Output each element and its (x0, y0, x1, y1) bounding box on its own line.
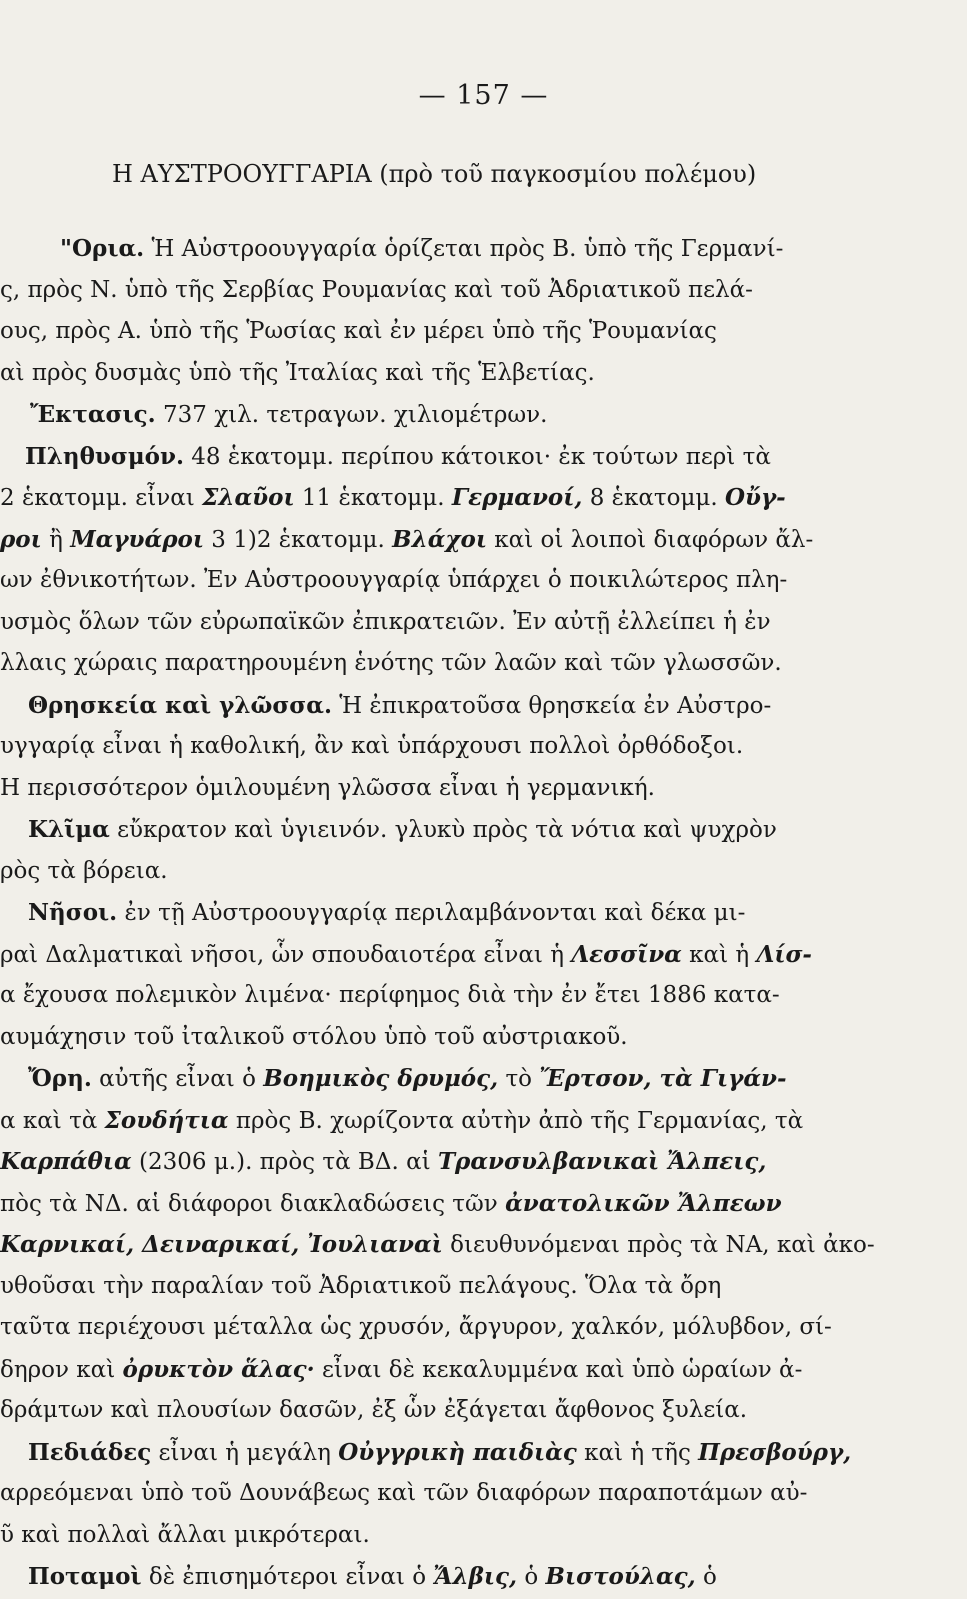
line-text: ὁ (517, 1564, 546, 1590)
emphasis-text: ροι (0, 525, 42, 553)
line-text: λλαις χώραις παρατηρουμένη ἑνότης τῶν λαῶν καὶ τῶν γλωσσῶν. (0, 650, 782, 676)
line-text: καὶ οἱ λοιποὶ διαφόρων ἄλ- (487, 526, 814, 553)
section-heading: Θρησκεία καὶ γλῶσσα. (28, 691, 332, 719)
line-text: 737 χιλ. τετραγων. χιλιομέτρων. (155, 402, 548, 428)
text-line (0, 560, 800, 602)
text-line (0, 1183, 800, 1225)
line-text: αὶ πρὸς δυσμὰς ὑπὸ τῆς Ἰταλίας καὶ τῆς Ἑλβετίας. (0, 359, 595, 386)
line-text: ἐν τῇ Αὐστροουγγαρίᾳ περιλαμβάνονται καὶ δέκα μι- (117, 900, 746, 926)
text-line (0, 394, 800, 436)
emphasis-text: Σλαῦοι (202, 484, 295, 511)
text-line (0, 602, 800, 644)
emphasis-text: ὀρυκτὸν ἅλας· (122, 1355, 315, 1383)
emphasis-text: Βοημικὸς δρυμός, (263, 1065, 499, 1092)
line-text: αυμάχησιν τοῦ ἰταλικοῦ στόλου ὑπὸ τοῦ αὐστριακοῦ. (0, 1023, 628, 1050)
text-line (0, 270, 800, 312)
line-text: ταῦτα περιέχουσι μέταλλα ὡς χρυσόν, ἄργυρον, χαλκόν, μόλυβδον, σί- (0, 1314, 832, 1340)
emphasis-text: Ἔρτσον, τὰ Γιγάν- (539, 1065, 787, 1092)
line-text: υθοῦσαι τὴν παραλίαν τοῦ Ἀδριατικοῦ πελάγους. Ὅλα τὰ ὄρη (0, 1272, 722, 1299)
emphasis-text: Τρανσυλβανικαὶ Ἄλπεις, (437, 1148, 767, 1175)
section-heading: Ὄρη. (28, 1065, 92, 1092)
section-heading: Νῆσοι. (28, 899, 118, 926)
line-text: δηρον καὶ (0, 1356, 123, 1383)
text-line (0, 519, 814, 561)
line-text: καὶ ἡ (681, 941, 757, 968)
emphasis-text: Καρπάθια (0, 1148, 132, 1175)
line-text: ἢ (41, 526, 71, 553)
emphasis-text: Πρεσβούργ, (698, 1438, 852, 1466)
text-line (0, 353, 800, 395)
section-heading: Πληθυσμόν. (25, 442, 184, 470)
line-text: υσμὸς ὅλων τῶν εὐρωπαϊκῶν ἐπικρατειῶν. Ἐν αὐτῇ ἐλλείπει ἡ ἐν (0, 608, 771, 635)
emphasis-text: Γερμανοί, (451, 484, 583, 511)
section-heading: Ἔκτασις. (30, 401, 156, 428)
text-line (0, 228, 800, 270)
line-text: 11 ἑκατομμ. (294, 485, 452, 511)
emphasis-text: Λίσ- (756, 940, 812, 968)
text-line (0, 1017, 800, 1059)
text-line (0, 768, 800, 810)
text-line (0, 809, 800, 851)
line-text: 3 1)2 ἑκατομμ. (203, 526, 393, 553)
line-text: υγγαρίᾳ εἶναι ἡ καθολική, ἂν καὶ ὑπάρχουσι πολλοὶ ὀρθόδοξοι. (0, 733, 744, 759)
line-text: ους, πρὸς Α. ὑπὸ τῆς Ῥωσίας καὶ ἐν μέρει ὑπὸ τῆς Ῥουμανίας (0, 318, 717, 344)
section-heading: Ποταμοὶ (28, 1563, 142, 1590)
line-text: Η περισσότερον ὁμιλουμένη γλῶσσα εἶναι ἡ γερμανική. (0, 774, 655, 801)
line-text: Ἡ Αὐστροουγγαρία ὁρίζεται πρὸς Β. ὑπὸ τῆς Γερμανί- (144, 236, 784, 262)
text-line (0, 1515, 800, 1557)
text-line (0, 934, 812, 976)
line-text: πὸς τὰ ΝΔ. αἱ διάφοροι διακλαδώσεις τῶν (0, 1190, 506, 1217)
text-line (0, 436, 800, 478)
line-text: 48 ἑκατομμ. περίπου κάτοικοι· ἐκ τούτων περὶ τὰ (183, 443, 771, 470)
emphasis-text: Σουδήτια (104, 1106, 229, 1134)
line-text: ῦ καὶ πολλαὶ ἄλλαι μικρότεραι. (0, 1521, 370, 1548)
emphasis-text: Καρνικαί, Δειναρικαί, Ἰουλιαναὶ (0, 1231, 443, 1258)
line-text: τὸ (498, 1066, 540, 1092)
text-line (0, 1266, 800, 1308)
line-text: 2 ἑκατομμ. εἶναι (0, 485, 203, 511)
line-text: εἶναι ἡ μεγάλη (151, 1439, 339, 1466)
line-text: διευθυνόμεναι πρὸς τὰ ΝΑ, καὶ ἀκο- (442, 1232, 875, 1258)
line-text: εἶναι δὲ κεκαλυμμένα καὶ ὑπὸ ὡραίων ἀ- (314, 1356, 803, 1383)
body-text (0, 228, 875, 1598)
line-text: ὁ (695, 1564, 717, 1590)
line-text: καὶ ἡ τῆς (576, 1439, 699, 1466)
chapter-title: Η ΑΥΣΤΡΟΟΥΓΓΑΡΙΑ (πρὸ τοῦ παγκοσμίου πολέμου) (112, 160, 757, 188)
text-line (0, 1100, 804, 1142)
text-line (0, 1141, 800, 1183)
emphasis-text: Οὔγ- (725, 484, 786, 511)
section-heading: Πεδιάδες (28, 1438, 152, 1466)
text-line (0, 1349, 803, 1391)
line-text: ραὶ Δαλματικαὶ νῆσοι, ὧν σπουδαιοτέρα εἶναι ἡ (0, 941, 572, 968)
line-text: ων ἐθνικοτήτων. Ἐν Αὐστροουγγαρίᾳ ὑπάρχει ὁ ποικιλώτερος πλη- (0, 567, 788, 593)
line-text: εὔκρατον καὶ ὑγιεινόν. γλυκὺ πρὸς τὰ νότια καὶ ψυχρὸν (109, 817, 777, 843)
text-line (0, 643, 800, 685)
section-heading: Κλῖμα (28, 816, 110, 843)
text-line (0, 685, 800, 727)
text-line (0, 726, 800, 768)
text-line (0, 892, 800, 934)
line-text: πρὸς Β. χωρίζοντα αὐτὴν ἀπὸ τῆς Γερμανίας, τὰ (228, 1107, 804, 1134)
text-line (0, 1058, 800, 1100)
text-line (0, 851, 800, 893)
emphasis-text: ἀνατολικῶν Ἄλπεων (505, 1189, 782, 1217)
line-text: ρὸς τὰ βόρεια. (0, 857, 168, 884)
line-text: 8 ἑκατομμ. (582, 485, 725, 511)
page-number: — 157 — (418, 80, 549, 111)
text-line (0, 1556, 800, 1598)
line-text: δράμτων καὶ πλουσίων δασῶν, ἐξ ὧν ἐξάγεται ἄφθονος ξυλεία. (0, 1397, 748, 1423)
line-text: Ἡ ἐπικρατοῦσα θρησκεία ἐν Αὐστρο- (331, 692, 772, 719)
emphasis-text: Βιστούλας, (545, 1563, 696, 1590)
text-line (0, 477, 800, 519)
text-line (0, 1432, 852, 1474)
line-text: (2306 μ.). πρὸς τὰ ΒΔ. αἱ (131, 1149, 438, 1175)
emphasis-text: Ἄλβις, (433, 1563, 518, 1590)
text-line (0, 1224, 875, 1266)
text-line (0, 1390, 800, 1432)
emphasis-text: Λεσσῖνα (571, 940, 682, 968)
emphasis-text: Βλάχοι (392, 525, 487, 553)
line-text: δὲ ἐπισημότεροι εἶναι ὁ (141, 1564, 434, 1590)
line-text: ς, πρὸς Ν. ὑπὸ τῆς Σερβίας Ρουμανίας καὶ τοῦ Ἀδριατικοῦ πελά- (0, 276, 753, 303)
text-line (0, 1307, 832, 1349)
line-text: α ἔχουσα πολεμικὸν λιμένα· περίφημος διὰ τὴν ἐν ἔτει 1886 κατα- (0, 982, 780, 1008)
line-text: αρρεόμεναι ὑπὸ τοῦ Δουνάβεως καὶ τῶν διαφόρων παραποτάμων αὐ- (0, 1480, 808, 1506)
text-line (0, 975, 800, 1017)
emphasis-text: Οὐγγρικὴ παιδιὰς (338, 1438, 577, 1466)
line-text: αὐτῆς εἶναι ὁ (91, 1066, 264, 1092)
text-line (0, 311, 800, 353)
section-heading: "Ορια. (60, 235, 145, 262)
text-line (0, 1473, 808, 1515)
line-text: α καὶ τὰ (0, 1107, 105, 1134)
emphasis-text: Μαγυάροι (70, 525, 204, 553)
